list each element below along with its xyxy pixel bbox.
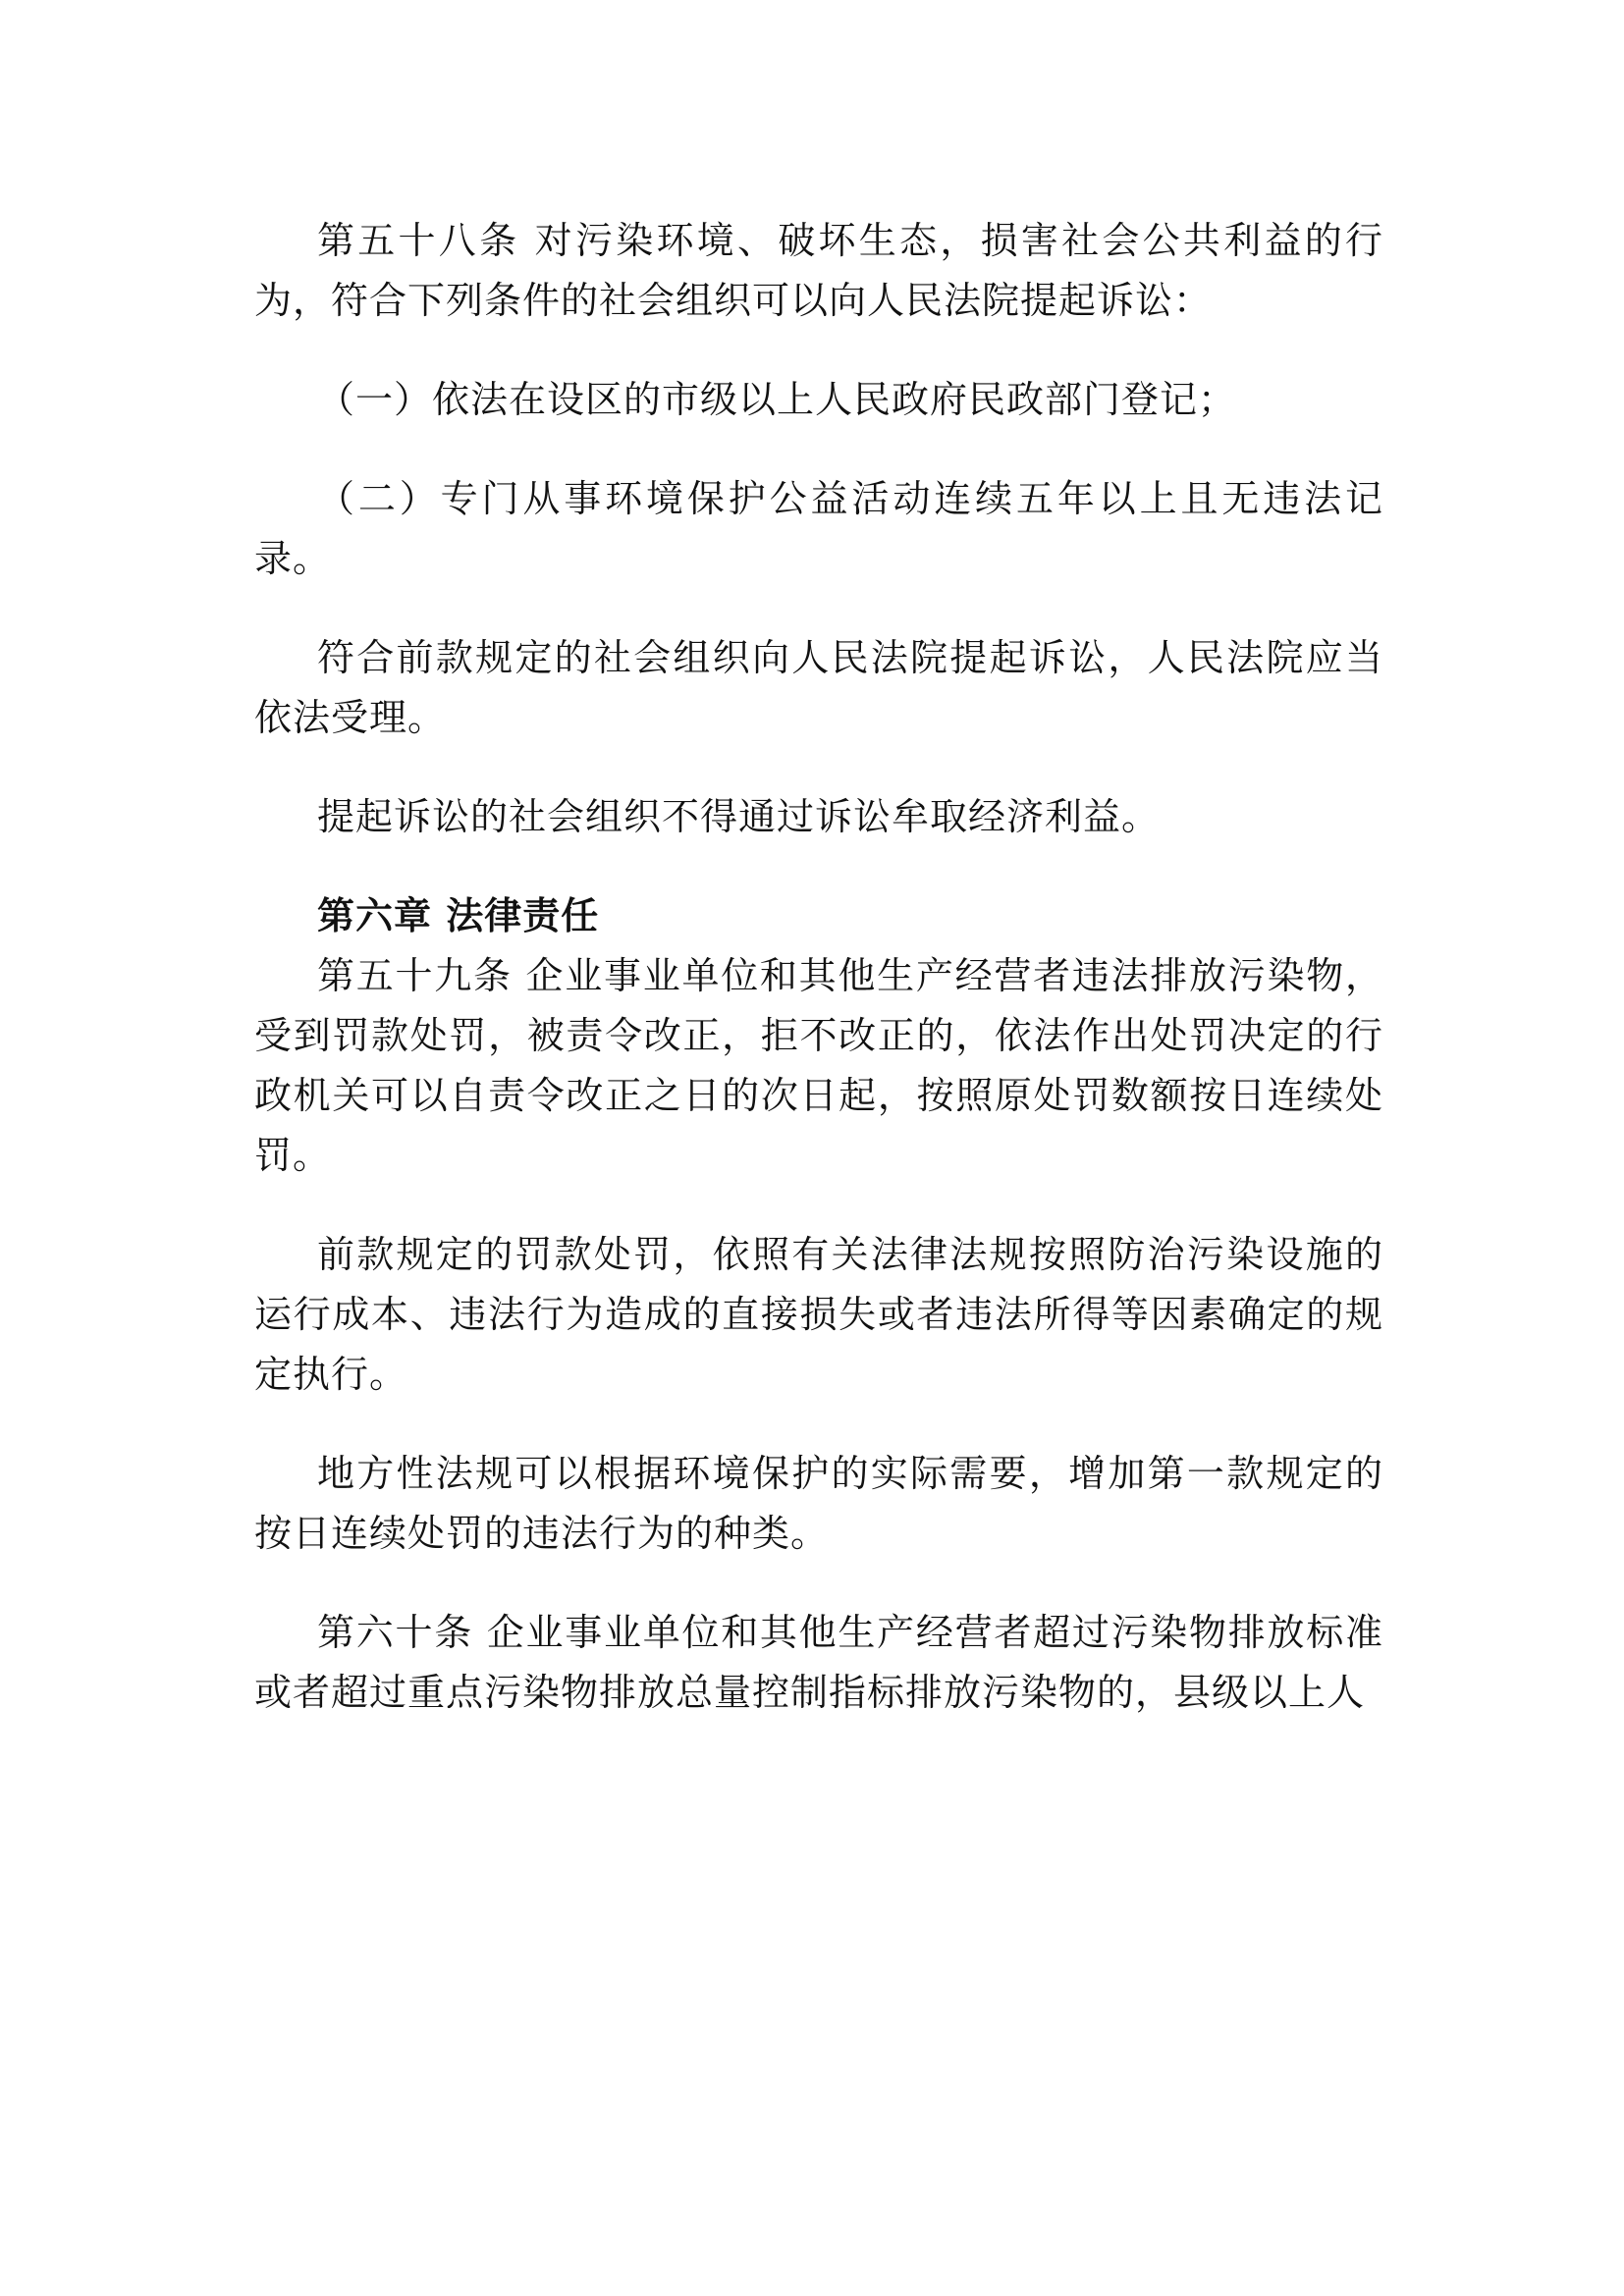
article-59-clause-3: 地方性法规可以根据环境保护的实际需要，增加第一款规定的按日连续处罚的违法行为的种类。 bbox=[254, 1452, 1383, 1555]
article-58-item-2: （二）专门从事环境保护公益活动连续五年以上且无违法记录。 bbox=[254, 477, 1383, 580]
article-60-paragraph: 第六十条 企业事业单位和其他生产经营者超过污染物排放标准或者超过重点污染物排放总量控制指标排放污染物的，县级以上人 bbox=[254, 1611, 1383, 1714]
article-59-clause-2: 前款规定的罚款处罚，依照有关法律法规按照防治污染设施的运行成本、违法行为造成的直接损失或者违法所得等因素确定的规定执行。 bbox=[254, 1233, 1383, 1396]
article-59-paragraph: 第五十九条 企业事业单位和其他生产经营者违法排放污染物，受到罚款处罚，被责令改正，拒不改正的，依法作出处罚决定的行政机关可以自责令改正之日的次日起，按照原处罚数额按日连续处罚。 bbox=[254, 954, 1383, 1177]
document-body bbox=[254, 211, 1383, 1723]
article-58-clause-3: 提起诉讼的社会组织不得通过诉讼牟取经济利益。 bbox=[317, 795, 1161, 838]
article-58-clause-2: 符合前款规定的社会组织向人民法院提起诉讼，人民法院应当依法受理。 bbox=[254, 636, 1383, 739]
article-58-paragraph: 第五十八条 对污染环境、破坏生态，损害社会公共利益的行为，符合下列条件的社会组织可以向人民法院提起诉讼： bbox=[254, 219, 1383, 322]
article-58-item-1: （一）依法在设区的市级以上人民政府民政部门登记； bbox=[317, 378, 1237, 421]
chapter-heading: 第六章 法律责任 bbox=[317, 894, 600, 937]
